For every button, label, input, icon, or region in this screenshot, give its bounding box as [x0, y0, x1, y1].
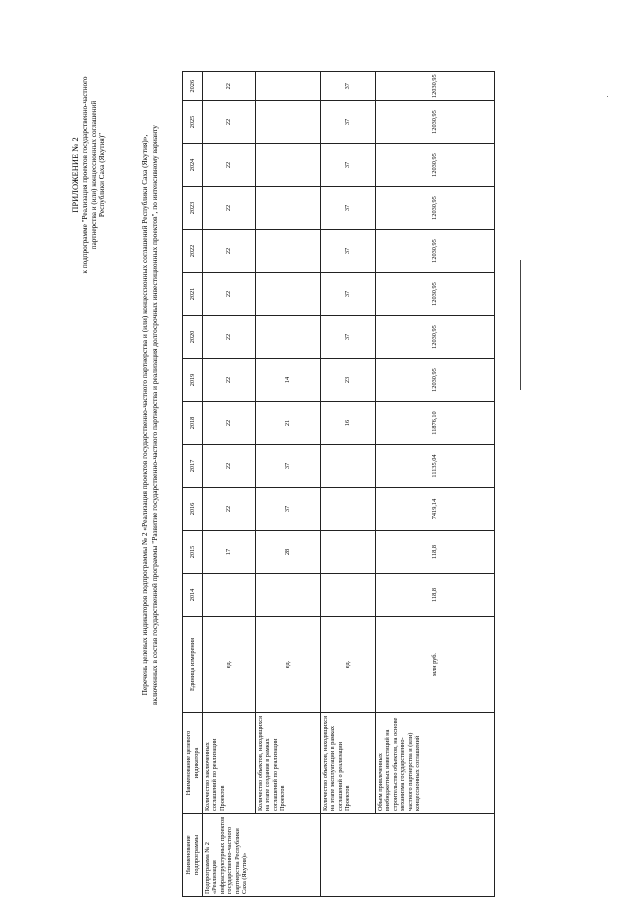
- value-cell: 118,8: [376, 531, 495, 574]
- value-cell: 12030,95: [376, 316, 495, 359]
- header-year: 2025: [183, 101, 203, 144]
- subprogram-empty-cell: [321, 814, 495, 897]
- header-subprogram: Наименование подпрограммы: [183, 814, 203, 897]
- value-cell: [256, 316, 321, 359]
- value-cell: 22: [203, 402, 256, 445]
- value-cell: 37: [321, 187, 376, 230]
- header-indicator: Наименование целевого индикатора: [183, 713, 203, 814]
- value-cell: 7419,14: [376, 488, 495, 531]
- header-unit: Единица измерения: [183, 617, 203, 713]
- header-year: 2018: [183, 402, 203, 445]
- header-year: 2019: [183, 359, 203, 402]
- value-cell: [203, 574, 256, 617]
- value-cell: 22: [203, 316, 256, 359]
- value-cell: 37: [321, 72, 376, 101]
- table-row: [203, 72, 256, 897]
- value-cell: [321, 445, 376, 488]
- unit-cell: ед.: [203, 617, 256, 713]
- value-cell: 11135,04: [376, 445, 495, 488]
- value-cell: 12030,95: [376, 230, 495, 273]
- unit-cell: ед.: [256, 617, 321, 713]
- appendix-header: [70, 25, 107, 325]
- table-row: [321, 72, 376, 897]
- value-cell: 37: [321, 273, 376, 316]
- value-cell: [256, 273, 321, 316]
- value-cell: 22: [203, 144, 256, 187]
- value-cell: 12030,95: [376, 144, 495, 187]
- value-cell: 22: [203, 445, 256, 488]
- header-year: 2026: [183, 72, 203, 101]
- value-cell: 11876,10: [376, 402, 495, 445]
- value-cell: 16: [321, 402, 376, 445]
- value-cell: 22: [203, 72, 256, 101]
- heading-line: включенных в состав государственной программы "Развитие государственно-частного партнерства и реализация долгосрочных инвестиционных проектов", по интенсивному варианту: [149, 125, 159, 705]
- value-cell: 12030,95: [376, 101, 495, 144]
- value-cell: 22: [203, 230, 256, 273]
- value-cell: 14: [256, 359, 321, 402]
- value-cell: [256, 72, 321, 101]
- value-cell: 12030,95: [376, 187, 495, 230]
- value-cell: 37: [256, 445, 321, 488]
- value-cell: 21: [256, 402, 321, 445]
- indicator-name: Количество заключенных соглашений по реализации Проектов: [203, 713, 256, 814]
- value-cell: 22: [203, 488, 256, 531]
- appendix-line: партнерства и (или) концессионных соглашений: [89, 100, 98, 250]
- value-cell: 37: [321, 316, 376, 359]
- value-cell: [256, 144, 321, 187]
- indicators-table: [182, 71, 495, 897]
- value-cell: 37: [321, 230, 376, 273]
- value-cell: 17: [203, 531, 256, 574]
- header-year: 2015: [183, 531, 203, 574]
- value-cell: 37: [321, 101, 376, 144]
- indicator-name: Количество объектов, находящихся на этапе эксплуатации в рамках соглашений о реализации Проектов: [321, 713, 376, 814]
- value-cell: [321, 574, 376, 617]
- value-cell: [256, 230, 321, 273]
- header-year: 2021: [183, 273, 203, 316]
- value-cell: 22: [203, 359, 256, 402]
- header-year: 2017: [183, 445, 203, 488]
- value-cell: [321, 488, 376, 531]
- unit-cell: млн руб.: [376, 617, 495, 713]
- header-year: 2023: [183, 187, 203, 230]
- appendix-title: ПРИЛОЖЕНИЕ № 2: [70, 137, 80, 213]
- table-header-row: [183, 72, 203, 897]
- appendix-line: Республики Саха (Якутия)": [98, 132, 107, 218]
- value-cell: 12030,95: [376, 359, 495, 402]
- value-cell: 12030,95: [376, 72, 495, 101]
- value-cell: [256, 187, 321, 230]
- appendix-line: к подпрограмме "Реализация проектов государственно-частного: [81, 76, 89, 274]
- value-cell: 37: [321, 144, 376, 187]
- table-row: [256, 72, 321, 897]
- value-cell: 37: [256, 488, 321, 531]
- value-cell: [321, 531, 376, 574]
- value-cell: 23: [321, 359, 376, 402]
- table-row: [376, 72, 495, 897]
- value-cell: [256, 574, 321, 617]
- header-year: 2016: [183, 488, 203, 531]
- header-year: 2024: [183, 144, 203, 187]
- value-cell: 22: [203, 101, 256, 144]
- value-cell: 118,8: [376, 574, 495, 617]
- value-cell: 22: [203, 273, 256, 316]
- unit-cell: ед.: [321, 617, 376, 713]
- value-cell: 22: [203, 187, 256, 230]
- value-cell: 12030,95: [376, 273, 495, 316]
- header-year: 2014: [183, 574, 203, 617]
- subprogram-name: Подпрограмма № 2 «Реализация инфраструктурных проектов государственно-частного партнерства Республики Саха (Якутия)»: [203, 814, 321, 897]
- document-heading: [140, 65, 159, 765]
- header-year: 2022: [183, 230, 203, 273]
- closing-rule: [520, 260, 521, 390]
- heading-line: Перечень целевых индикаторов подпрограммы № 2 «Реализация проектов государственно-частного партнерства и (или) концессионных соглашений Республики Саха (Якутия)»,: [140, 134, 149, 696]
- header-year: 2020: [183, 316, 203, 359]
- value-cell: [256, 101, 321, 144]
- indicator-name: Количество объектов, находящихся на этапе создания в рамках соглашений по реализации Проектов: [256, 713, 321, 814]
- scan-speck: [607, 96, 608, 97]
- indicator-name: Объем привлеченных внебюджетных инвестиций на строительство объектов, на основе механизма государственно-частного партнерства и (или) концессионных соглашений: [376, 713, 495, 814]
- value-cell: 28: [256, 531, 321, 574]
